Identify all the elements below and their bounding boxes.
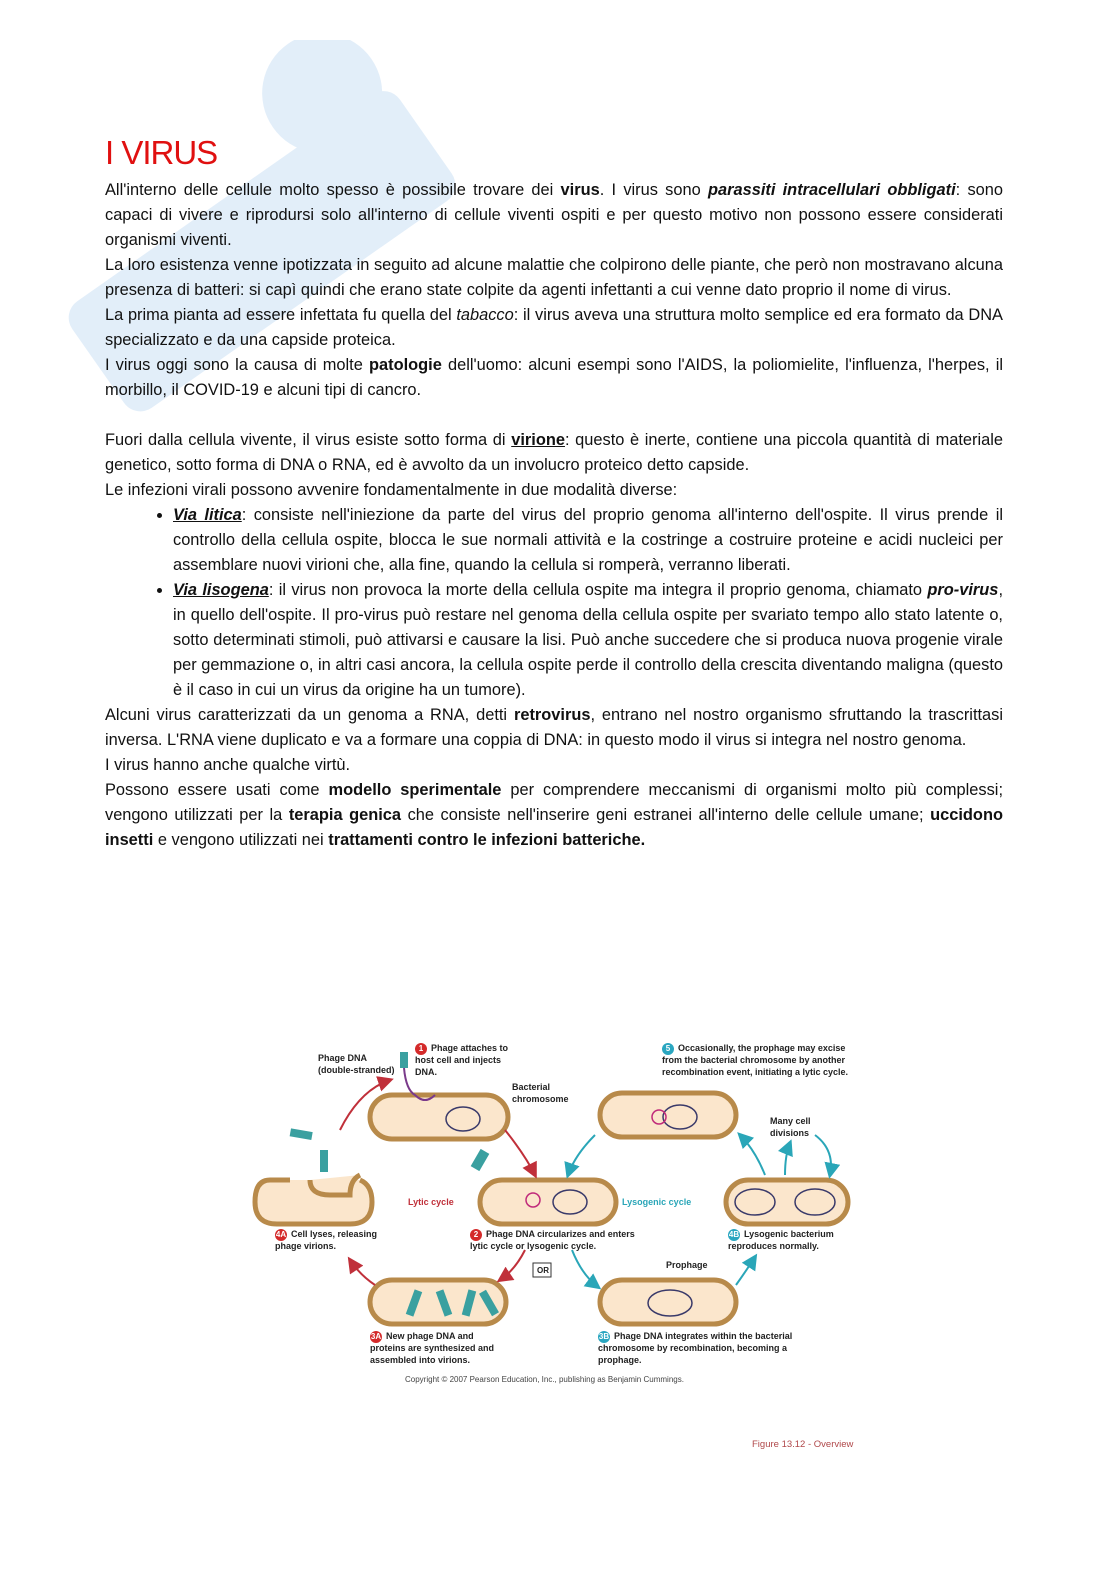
step-5-label: 5 Occasionally, the prophage may excise from the bacterial chromosome by another recombination event, initiating a lytic cycle. [662, 1043, 849, 1077]
step-4a-label: 4A Cell lyses, releasing phage virions. [275, 1229, 378, 1251]
figure-caption: Figure 13.12 - Overview [752, 1439, 854, 1450]
label-bacterial-chromosome: Bacterial chromosome [512, 1082, 569, 1104]
page-title: I VIRUS [105, 134, 218, 171]
paragraph: I virus hanno anche qualche virtù. [105, 756, 351, 774]
paragraph: Possono essere usati come modello sperimentale per comprendere meccanismi di organismi molto più complessi; vengono utilizzati per la terapia genica che consiste nell'inserire geni estranei all'interno delle cellule umane; uccidono insetti e vengono utilizzati nei trattamenti contro le infezioni batteriche. [105, 781, 1003, 849]
label-phage-dna: Phage DNA (double-stranded) [318, 1053, 395, 1075]
or-box: OR [537, 1266, 549, 1275]
step-1-label: 1 Phage attaches to host cell and injects DNA. [415, 1043, 509, 1077]
paragraph: All'interno delle cellule molto spesso è possibile trovare dei virus. I virus sono parassiti intracellulari obbligati: sono capaci di vivere e riprodursi solo all'interno di cellule viventi ospiti e per questo motivo non possono essere considerati organismi viventi. [105, 181, 1003, 249]
document-body [105, 178, 1003, 853]
step-4b-label: 4B Lysogenic bacterium reproduces normally. [728, 1229, 834, 1251]
phage-cycle-diagram [250, 1035, 870, 1395]
paragraph: Alcuni virus caratterizzati da un genoma a RNA, detti retrovirus, entrano nel nostro organismo sfruttando la trascrittasi inversa. L'RNA viene duplicato e va a formare una coppia di DNA: in questo modo il virus si integra nel nostro genoma. [105, 706, 1004, 749]
copyright: Copyright © 2007 Pearson Education, Inc., publishing as Benjamin Cummings. [405, 1375, 684, 1384]
step-3b-label: 3B Phage DNA integrates within the bacterial chromosome by recombination, becoming a prophage. [598, 1331, 793, 1365]
paragraph: Fuori dalla cellula vivente, il virus esiste sotto forma di virione: questo è inerte, contiene una piccola quantità di materiale genetico, sotto forma di DNA o RNA, ed è avvolto da un involucro proteico detto capside. [105, 431, 1003, 474]
paragraph: Le infezioni virali possono avvenire fondamentalmente in due modalità diverse: [105, 481, 678, 499]
step-3a-label: 3A New phage DNA and proteins are synthesized and assembled into virions. [370, 1331, 495, 1365]
label-prophage: Prophage [666, 1260, 708, 1270]
list-item: • Via lisogena: il virus non provoca la morte della cellula ospite ma integra il proprio genoma, chiamato pro-virus, in quello dell'ospite. Il pro-virus può restare nel genoma della cellula ospite per svariato tempo allo stato latente o, sotto determinati stimoli, può attivarsi e causare la lisi. Può anche succedere che si produca nuova progenie virale per gemmazione o, in altri casi ancora, la cellula ospite perde il controllo della crescita diventando maligna (questo è il caso in cui un virus da origine ha un tumore). [173, 578, 1003, 703]
paragraph: La prima pianta ad essere infettata fu quella del tabacco: il virus aveva una struttura molto semplice ed era formato da DNA specializzato e da una capside proteica. [105, 306, 1003, 349]
label-many-divisions: Many cell divisions [770, 1116, 811, 1138]
label-lytic-cycle: Lytic cycle [408, 1197, 454, 1207]
bullet-list [105, 503, 1003, 703]
step-2-label: 2 Phage DNA circularizes and enters lytic cycle or lysogenic cycle. [470, 1229, 635, 1251]
label-lysogenic-cycle: Lysogenic cycle [622, 1197, 692, 1207]
paragraph: La loro esistenza venne ipotizzata in seguito ad alcune malattie che colpirono delle piante, che però non mostravano alcuna presenza di batteri: si capì quindi che erano state colpite da agenti infettanti a cui venne dato proprio il nome di virus. [105, 256, 1003, 299]
paragraph: I virus oggi sono la causa di molte patologie dell'uomo: alcuni esempi sono l'AIDS, la poliomielite, l'influenza, l'herpes, il morbillo, il COVID-19 e alcuni tipi di cancro. [105, 356, 1003, 399]
list-item: • Via litica: consiste nell'iniezione da parte del virus del proprio genoma all'interno dell'ospite. Il virus prende il controllo della cellula ospite, blocca le sue normali attività e la costringe a costruire proteine e acidi nucleici per assemblare nuovi virioni che, alla fine, quando la cellula si romperà, verranno liberati. [173, 503, 1003, 578]
